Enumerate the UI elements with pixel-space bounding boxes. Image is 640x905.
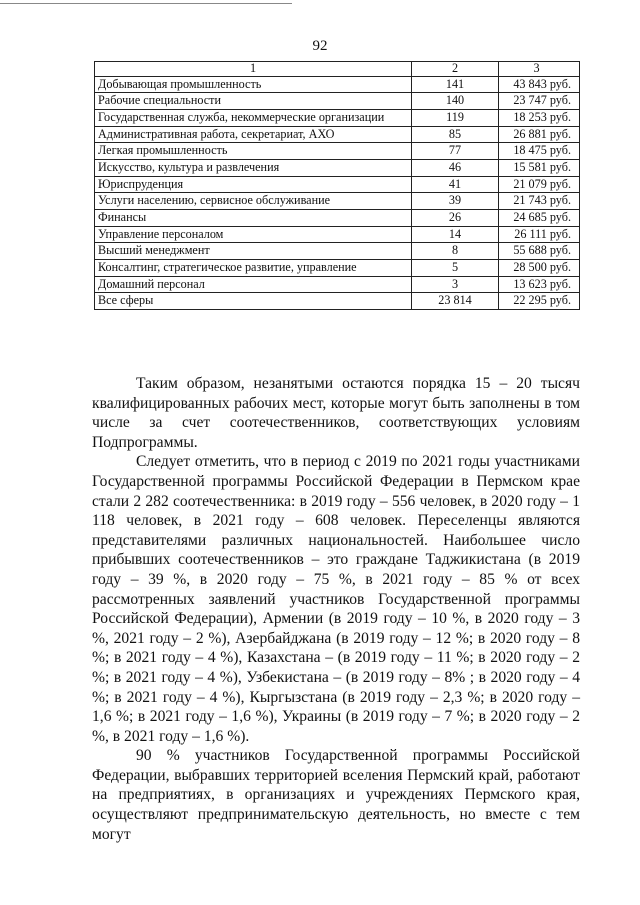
table-row bbox=[95, 209, 580, 226]
table-row bbox=[95, 243, 580, 260]
table-row bbox=[95, 259, 580, 276]
sector-cell: Домашний персонал bbox=[95, 276, 412, 293]
count-cell: 141 bbox=[412, 76, 499, 93]
table-row bbox=[95, 159, 580, 176]
table-row bbox=[95, 143, 580, 160]
count-cell: 140 bbox=[412, 93, 499, 110]
sector-cell: Все сферы bbox=[95, 293, 412, 310]
salary-cell: 13 623 руб. bbox=[499, 276, 580, 293]
table-row bbox=[95, 226, 580, 243]
paragraph-employment: 90 % участников Государственной программы Российской Федерации, выбравших территорией вселения Пермский край, работают на предприятиях, в организациях и учреждениях Пермского края, осуществляют предпринимательскую деятельность, но вместе с тем могут bbox=[92, 747, 580, 843]
header-rule bbox=[0, 3, 292, 4]
salary-cell: 18 475 руб. bbox=[499, 143, 580, 160]
column-header-2: 2 bbox=[412, 62, 499, 77]
count-cell: 14 bbox=[412, 226, 499, 243]
sector-cell: Юриспруденция bbox=[95, 176, 412, 193]
count-cell: 41 bbox=[412, 176, 499, 193]
column-header-3: 3 bbox=[499, 62, 580, 77]
count-cell: 8 bbox=[412, 243, 499, 260]
paragraph-summary: Таким образом, незанятыми остаются порядка 15 – 20 тысяч квалифицированных рабочих мест, которые могут быть заполнены в том числе за счет соотечественников, соответствующих условиям Подпрограммы. bbox=[92, 375, 580, 451]
sector-cell: Финансы bbox=[95, 209, 412, 226]
table-row bbox=[95, 93, 580, 110]
salary-cell: 55 688 руб. bbox=[499, 243, 580, 260]
salary-cell: 21 743 руб. bbox=[499, 193, 580, 210]
salary-cell: 22 295 руб. bbox=[499, 293, 580, 310]
count-cell: 3 bbox=[412, 276, 499, 293]
table-row bbox=[95, 109, 580, 126]
sector-cell: Рабочие специальности bbox=[95, 93, 412, 110]
salary-cell: 26 111 руб. bbox=[499, 226, 580, 243]
salary-cell: 43 843 руб. bbox=[499, 76, 580, 93]
count-cell: 119 bbox=[412, 109, 499, 126]
salary-cell: 23 747 руб. bbox=[499, 93, 580, 110]
table-row bbox=[95, 126, 580, 143]
sector-cell: Добывающая промышленность bbox=[95, 76, 412, 93]
count-cell: 46 bbox=[412, 159, 499, 176]
paragraph-participants: Следует отметить, что в период с 2019 по 2021 годы участниками Государственной программы Российской Федерации в Пермском крае стали 2 282 соотечественника: в 2019 году – 556 человек, в 2020 году – 1 118 человек, в 2021 году – 608 человек. Переселенцы являются представителями различных национальностей. Наибольшее число прибывших соотечественников – это граждане Таджикистана (в 2019 году – 39 %, в 2020 году – 75 %, в 2021 году – 85 % от всех рассмотренных заявлений участников Государственной программы Российской Федерации), Армении (в 2019 году – 10 %, в 2020 году – 3 %, 2021 году – 2 %), Азербайджана (в 2019 году – 12 %; в 2020 году – 8 %; в 2021 году – 4 %), Казахстана – (в 2019 году – 11 %; в 2020 году – 2 %; в 2021 году – 4 %), Узбекистана – (в 2019 году – 8% ; в 2020 году – 4 %; в 2021 году – 4 %), Кыргызстана (в 2019 году – 2,3 %; в 2020 году – 1,6 %; в 2021 году – 1,6 %), Украины (в 2019 году – 7 %; в 2020 году – 2 %, в 2021 году – 1,6 %). bbox=[92, 453, 580, 745]
table-row bbox=[95, 76, 580, 93]
table-row bbox=[95, 176, 580, 193]
salary-cell: 21 079 руб. bbox=[499, 176, 580, 193]
sector-cell: Административная работа, секретариат, АХО bbox=[95, 126, 412, 143]
salary-cell: 24 685 руб. bbox=[499, 209, 580, 226]
count-cell: 85 bbox=[412, 126, 499, 143]
salary-cell: 18 253 руб. bbox=[499, 109, 580, 126]
sector-cell: Легкая промышленность bbox=[95, 143, 412, 160]
sector-salary-table bbox=[94, 61, 580, 310]
sector-cell: Искусство, культура и развлечения bbox=[95, 159, 412, 176]
count-cell: 26 bbox=[412, 209, 499, 226]
salary-cell: 15 581 руб. bbox=[499, 159, 580, 176]
salary-cell: 26 881 руб. bbox=[499, 126, 580, 143]
sector-cell: Государственная служба, некоммерческие организации bbox=[95, 109, 412, 126]
column-header-1: 1 bbox=[95, 62, 412, 77]
count-cell: 77 bbox=[412, 143, 499, 160]
table-row bbox=[95, 276, 580, 293]
page-number: 92 bbox=[312, 38, 328, 54]
count-cell: 5 bbox=[412, 259, 499, 276]
count-cell: 23 814 bbox=[412, 293, 499, 310]
sector-cell: Консалтинг, стратегическое развитие, управление bbox=[95, 259, 412, 276]
body-text bbox=[92, 374, 580, 844]
table-row bbox=[95, 293, 580, 310]
table-header-row bbox=[95, 62, 580, 77]
sector-cell: Высший менеджмент bbox=[95, 243, 412, 260]
sector-cell: Управление персоналом bbox=[95, 226, 412, 243]
count-cell: 39 bbox=[412, 193, 499, 210]
sector-cell: Услуги населению, сервисное обслуживание bbox=[95, 193, 412, 210]
salary-cell: 28 500 руб. bbox=[499, 259, 580, 276]
table-row bbox=[95, 193, 580, 210]
